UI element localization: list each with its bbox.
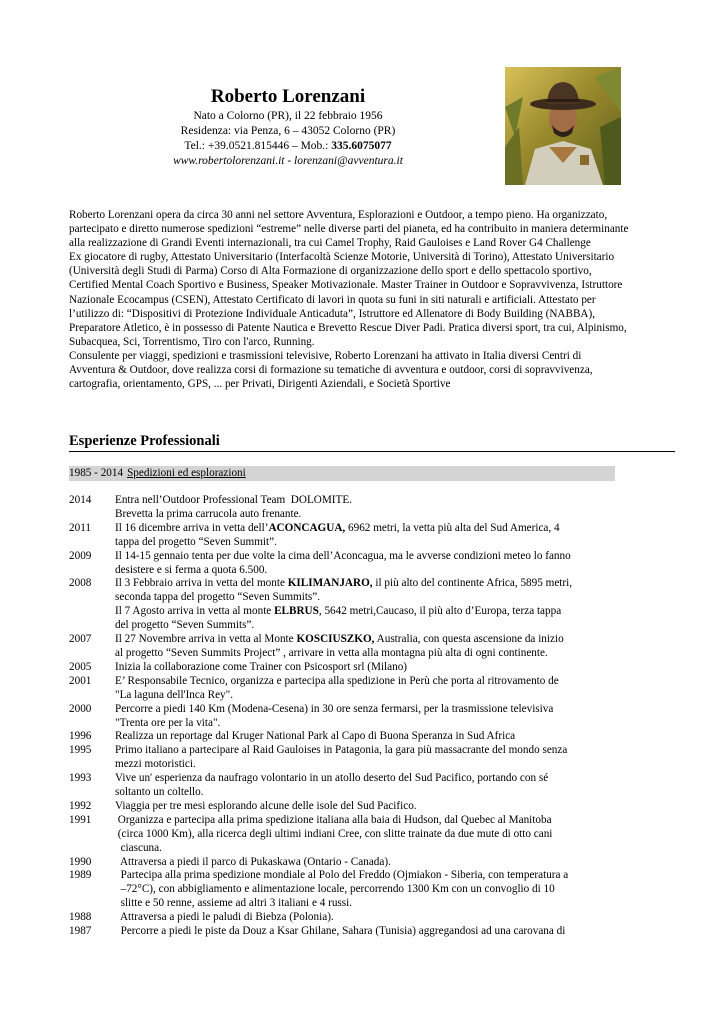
timeline-year: 2009 bbox=[69, 549, 92, 562]
timeline-row bbox=[69, 730, 629, 744]
timeline-line: desistere e si ferma a quota 6.500. bbox=[115, 563, 268, 576]
timeline-year: 1989 bbox=[69, 869, 92, 882]
timeline-line: tappa del progetto “Seven Summit”. bbox=[115, 535, 277, 548]
timeline-year: 1987 bbox=[69, 925, 92, 938]
intro-paragraph: Ex giocatore di rugby, Attestato Universitario (Interfacoltà Scienze Motorie, Università di Torino), Attestato Universitario (Università degli Studi di Parma) Corso di Alta Formazione di organizzazione dello sport e dello spettacolo sportivo, Certified Mental Coach Sportivo e Business, Speaker Motivazionale. Master Trainer in Outdoor e Sopravvivenza, Istruttore Nazionale Ecocampus (CSEN), Attestato Certificato di lavori in quota su funi in siti naturali e artificiali. Attestato per l’utilizzo di: “Dispositivi di Protezione Individuale Anticaduta”, Istruttore ed Allenatore di Body Building (NABBA), Preparatore Atletico, è in possesso di Patente Nautica e Brevetto Rescue Diver Padi. Pratica diversi sport, tra cui, Alpinismo, Subacquea, Sci, Torrentismo, Tiro con l'arco, Running. bbox=[69, 251, 627, 348]
timeline-line: Il 14-15 gennaio tenta per due volte la cima dell’Aconcagua, ma le avverse condizioni meteo lo fanno bbox=[115, 549, 571, 562]
timeline-row bbox=[69, 522, 629, 550]
timeline-line: Organizza e partecipa alla prima spedizione italiana alla baia di Hudson, dal Quebec al Manitoba bbox=[115, 813, 552, 826]
timeline-line: Realizza un reportage dal Kruger National Park al Capo di Buona Speranza in Sud Africa bbox=[115, 730, 516, 743]
timeline-text bbox=[115, 800, 629, 814]
timeline-text bbox=[115, 550, 629, 578]
timeline-row bbox=[69, 577, 629, 633]
birth-info: Nato a Colorno (PR), il 22 febbraio 1956 bbox=[193, 110, 383, 122]
timeline-line: Inizia la collaborazione come Trainer con Psicosport srl (Milano) bbox=[115, 660, 408, 673]
intro-paragraph: Roberto Lorenzani opera da circa 30 anni nel settore Avventura, Esplorazioni e Outdoor, a tempo pieno. Ha organizzato, partecipato e diretto numerose spedizioni “estreme” nelle diverse parti del pianeta, ed ha contribuito in maniera determinante alla realizzazione di Grandi Eventi internazionali, tra cui Camel Trophy, Raid Gauloises e Land Rover G4 Challenge bbox=[69, 209, 629, 250]
timeline-row bbox=[69, 744, 629, 772]
timeline-line: seconda tappa del progetto “Seven Summits”. bbox=[115, 591, 321, 604]
timeline-year: 2014 bbox=[69, 494, 92, 506]
timeline-text bbox=[115, 494, 629, 522]
phone-label: Tel.: +39.0521.815446 – Mob.: bbox=[184, 140, 332, 152]
timeline-text bbox=[115, 730, 629, 744]
person-name: Roberto Lorenzani bbox=[210, 86, 366, 107]
timeline-row bbox=[69, 856, 629, 870]
timeline-row bbox=[69, 661, 629, 675]
timeline-row bbox=[69, 925, 629, 939]
timeline-line: mezzi motoristici. bbox=[115, 758, 196, 771]
timeline-line: Brevetta la prima carrucola auto frenante. bbox=[115, 507, 302, 520]
timeline-line: "Trenta ore per la vita". bbox=[115, 716, 221, 729]
timeline-text bbox=[115, 814, 629, 856]
timeline-line: Percorre a piedi 140 Km (Modena-Cesena) in 30 ore senza fermarsi, per la trasmissione televisiva bbox=[115, 702, 554, 715]
timeline-row bbox=[69, 633, 629, 661]
cv-header bbox=[130, 86, 446, 169]
timeline-line: Attraversa a piedi il parco di Pukaskawa (Ontario - Canada). bbox=[115, 855, 391, 868]
section-title: Esperienze Professionali bbox=[69, 433, 220, 449]
timeline-line: ciascuna. bbox=[115, 841, 162, 854]
timeline-text bbox=[115, 577, 629, 633]
intro-text bbox=[69, 208, 629, 391]
timeline-line: Il 16 dicembre arriva in vetta dell’ACONCAGUA, 6962 metri, la vetta più alta del Sud America, 4 bbox=[115, 521, 560, 534]
timeline-line: Partecipa alla prima spedizione mondiale al Polo del Freddo (Ojmiakon - Siberia, con temperatura a bbox=[115, 869, 569, 882]
timeline-line: "La laguna dell'Inca Rey". bbox=[115, 688, 234, 701]
timeline-year: 1996 bbox=[69, 730, 92, 743]
timeline-year: 1991 bbox=[69, 813, 92, 826]
timeline-line: Primo italiano a partecipare al Raid Gauloises in Patagonia, la gara più massacrante del mondo senza bbox=[115, 744, 568, 757]
timeline-year: 2011 bbox=[69, 521, 91, 534]
mobile-number: 335.6075077 bbox=[331, 140, 392, 152]
timeline-row bbox=[69, 800, 629, 814]
timeline-row bbox=[69, 550, 629, 578]
timeline-line: Percorre a piedi le piste da Douz a Ksar Ghilane, Sahara (Tunisia) aggregandosi ad una carovana di bbox=[115, 925, 566, 938]
timeline-line: Vive un' esperienza da naufrago volontario in un atollo deserto del Sud Pacifico, portando con sé bbox=[115, 772, 549, 785]
section-divider bbox=[69, 451, 675, 452]
timeline-row bbox=[69, 703, 629, 731]
timeline-text bbox=[115, 911, 629, 925]
timeline-line: soltanto un coltello. bbox=[115, 786, 204, 799]
period-years: 1985 - 2014 bbox=[69, 467, 124, 479]
timeline-year: 2005 bbox=[69, 660, 92, 673]
timeline-text bbox=[115, 703, 629, 731]
timeline-line: –72°C), con abbigliamento e alimentazione locale, percorrendo 1300 Km con un convoglio di 10 bbox=[115, 883, 555, 896]
timeline-line: (circa 1000 Km), alla ricerca degli ultimi indiani Cree, con slitte trainate da due mute di otto cani bbox=[115, 827, 553, 840]
timeline-year: 1995 bbox=[69, 744, 92, 757]
timeline-line: Viaggia per tre mesi esplorando alcune delle isole del Sud Pacifico. bbox=[115, 799, 417, 812]
timeline-year: 1992 bbox=[69, 799, 92, 812]
timeline-year: 2000 bbox=[69, 702, 92, 715]
web-contacts: www.robertolorenzani.it - lorenzani@avventura.it bbox=[173, 155, 403, 167]
timeline-text bbox=[115, 675, 629, 703]
residence-info: Residenza: via Penza, 6 – 43052 Colorno (PR) bbox=[180, 125, 396, 137]
timeline-line: E’ Responsabile Tecnico, organizza e partecipa alla spedizione in Perù che porta al ritrovamento de bbox=[115, 674, 559, 687]
timeline-line: al progetto “Seven Summits Project” , arrivare in vetta alla montagna più alta di ogni continente. bbox=[115, 646, 548, 659]
timeline-text bbox=[115, 744, 629, 772]
timeline-text bbox=[115, 661, 629, 675]
phone-info bbox=[130, 139, 446, 154]
timeline-row bbox=[69, 814, 629, 856]
portrait-photo-icon bbox=[505, 67, 621, 185]
timeline-year: 2007 bbox=[69, 633, 92, 646]
timeline-text bbox=[115, 925, 629, 939]
period-title: Spedizioni ed esplorazioni bbox=[127, 467, 246, 479]
timeline-text bbox=[115, 856, 629, 870]
timeline-line: Il 3 Febbraio arriva in vetta del monte KILIMANJARO, il più alto del continente Africa, 5895 metri, bbox=[115, 577, 573, 590]
timeline-row bbox=[69, 494, 629, 522]
timeline-year: 2008 bbox=[69, 577, 92, 590]
period-heading bbox=[69, 466, 615, 481]
timeline-year: 1988 bbox=[69, 911, 92, 924]
timeline-list bbox=[69, 494, 629, 939]
timeline-year: 1993 bbox=[69, 772, 92, 785]
timeline-line: Entra nell’Outdoor Professional Team DOLOMITE. bbox=[115, 494, 353, 506]
timeline-line: Attraversa a piedi le paludi di Biebza (Polonia). bbox=[115, 911, 334, 924]
timeline-line: Il 7 Agosto arriva in vetta al monte ELBRUS, 5642 metri,Caucaso, il più alto d’Europa, terza tappa bbox=[115, 605, 562, 618]
timeline-text bbox=[115, 522, 629, 550]
timeline-row bbox=[69, 869, 629, 911]
timeline-line: Il 27 Novembre arriva in vetta al Monte KOSCIUSZKO, Australia, con questa ascensione da inizio bbox=[115, 633, 564, 646]
timeline-text bbox=[115, 772, 629, 800]
timeline-year: 2001 bbox=[69, 674, 92, 687]
timeline-row bbox=[69, 675, 629, 703]
timeline-row bbox=[69, 772, 629, 800]
timeline-text bbox=[115, 869, 629, 911]
timeline-text bbox=[115, 633, 629, 661]
timeline-line: del progetto “Seven Summits”. bbox=[115, 619, 255, 632]
timeline-row bbox=[69, 911, 629, 925]
timeline-year: 1990 bbox=[69, 855, 92, 868]
timeline-line: slitte e 50 renne, assieme ad altri 3 italiani e 4 russi. bbox=[115, 897, 353, 910]
intro-paragraph: Consulente per viaggi, spedizioni e trasmissioni televisive, Roberto Lorenzani ha attivato in Italia diversi Centri di Avventura & Outdoor, dove realizza corsi di formazione su tematiche di avventura e outdoor, corsi di sopravvivenza, cartografia, orientamento, GPS, ... per Privati, Dirigenti Aziendali, e Società Sportive bbox=[69, 349, 593, 391]
